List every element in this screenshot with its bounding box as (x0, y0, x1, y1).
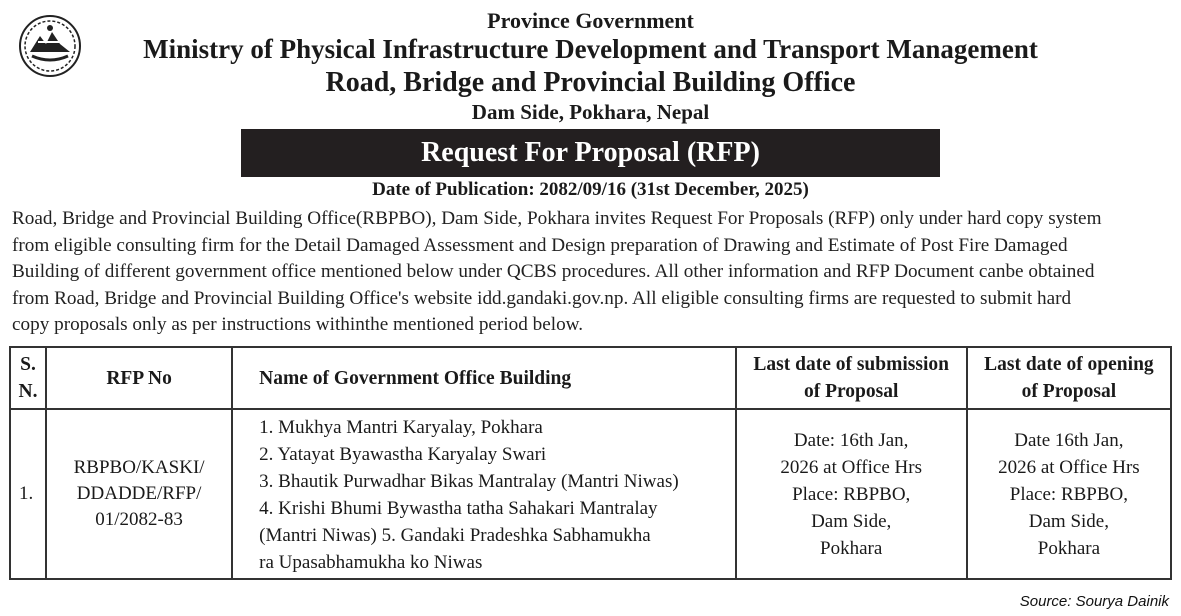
opening-line: Pokhara (1037, 537, 1101, 559)
opening-line: 2026 at Office Hrs (998, 456, 1140, 478)
opening-line: Dam Side, (1028, 510, 1109, 532)
rfp-no-line: 01/2082-83 (95, 509, 183, 530)
row-submission-date (736, 409, 967, 579)
header-office-name: Name of Government Office Building (232, 347, 735, 409)
header-rfp-no: RFP No (46, 347, 232, 409)
header-submission-line: Last date of submission (753, 354, 949, 375)
office-line: (Mantri Niwas) 5. Gandaki Pradeshka Sabhamukha (259, 525, 651, 546)
body-line: Road, Bridge and Provincial Building Office(RBPBO), Dam Side, Pokhara invites Request For Proposals (RFP) only under hard copy system (12, 208, 1102, 229)
office-line: ra Upasabhamukha ko Niwas (259, 552, 483, 573)
submission-line: Place: RBPBO, (792, 483, 911, 505)
header-submission-line: of Proposal (803, 381, 899, 402)
rfp-no-line: DDADDE/RFP/ (76, 483, 202, 504)
office-line: 4. Krishi Bhumi Bywastha tatha Sahakari Mantralay (259, 498, 658, 519)
header-opening-line: of Proposal (1021, 381, 1117, 402)
submission-line: Dam Side, (811, 510, 892, 532)
body-line: from eligible consulting firm for the Detail Damaged Assessment and Design preparation of Drawing and Estimate of Post Fire Damaged (12, 234, 1068, 256)
office-line: 1. Mukhya Mantri Karyalay, Pokhara (259, 417, 543, 438)
row-office-list (232, 409, 735, 579)
body-line: from Road, Bridge and Provincial Building Office's website idd.gandaki.gov.np. All eligible consulting firms are requested to submit hard (12, 287, 1072, 309)
row-rfp-no (46, 409, 232, 579)
rfp-no-line: RBPBO/KASKI/ (73, 457, 205, 478)
office-line: 3. Bhautik Purwadhar Bikas Mantralay (Mantri Niwas) (259, 471, 679, 492)
address-heading: Dam Side, Pokhara, Nepal (471, 100, 710, 124)
row-sn: 1. (10, 409, 46, 579)
publication-date: Date of Publication: 2082/09/16 (31st December, 2025) (372, 179, 809, 200)
header-sn (10, 347, 46, 409)
body-line: Building of different government office mentioned below under QCBS procedures. All other information and RFP Document canbe obtained (12, 261, 1095, 283)
office-line: 2. Yatayat Byawastha Karyalay Swari (259, 444, 547, 465)
ministry-heading: Ministry of Physical Infrastructure Development and Transport Management (143, 34, 1038, 64)
opening-line: Date 16th Jan, (1014, 429, 1124, 451)
office-heading: Road, Bridge and Provincial Building Office (325, 67, 856, 98)
row-opening-date (967, 409, 1171, 579)
submission-line: Date: 16th Jan, (793, 429, 909, 451)
header-opening-date (967, 347, 1171, 409)
header-submission-date (736, 347, 967, 409)
opening-line: Place: RBPBO, (1009, 483, 1128, 505)
source-credit: Source: Sourya Dainik (1019, 593, 1169, 610)
notice-body (12, 206, 1174, 339)
table-header-row (10, 347, 1171, 409)
rfp-banner: Request For Proposal (RFP) (241, 129, 940, 177)
header-sn-line: N. (18, 381, 38, 402)
body-line: copy proposals only as per instructions withinthe mentioned period below. (12, 314, 584, 336)
submission-line: 2026 at Office Hrs (780, 456, 922, 478)
rfp-table (9, 346, 1172, 580)
header-opening-line: Last date of opening (984, 354, 1154, 375)
header-sn-line: S. (20, 354, 36, 375)
table-row (10, 409, 1171, 579)
submission-line: Pokhara (820, 537, 883, 559)
province-government-heading: Province Government (487, 8, 694, 33)
